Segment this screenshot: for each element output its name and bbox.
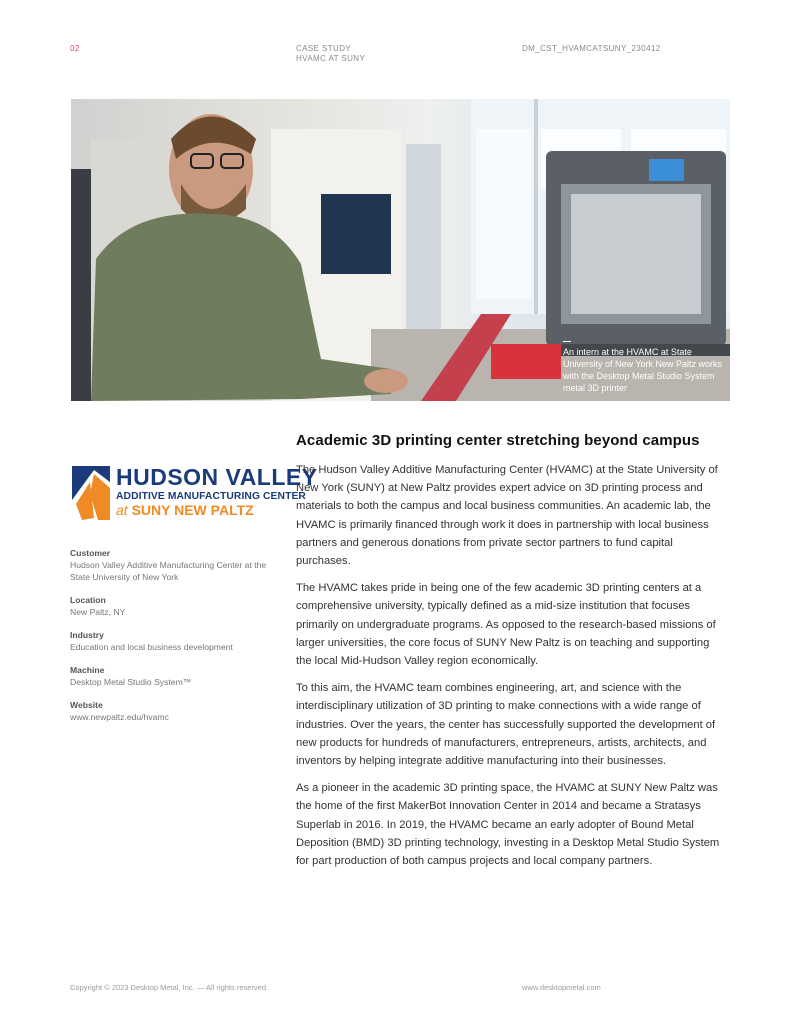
detail-label: Customer — [70, 548, 111, 558]
detail-customer — [70, 547, 280, 583]
logo-line-3-prefix: at — [116, 502, 128, 518]
caption-divider — [563, 341, 571, 342]
logo-mountain-icon — [72, 464, 112, 522]
detail-label: Industry — [70, 630, 104, 640]
detail-label: Machine — [70, 665, 105, 675]
article-body — [296, 461, 726, 879]
footer-website-link[interactable]: www.desktopmetal.com — [522, 983, 601, 992]
hvamc-logo — [72, 462, 318, 524]
logo-line-3 — [116, 502, 254, 518]
logo-line-2: ADDITIVE MANUFACTURING CENTER — [116, 491, 306, 502]
article-paragraph: To this aim, the HVAMC team combines engineering, art, and science with the interdisciplinary utilization of 3D printing to make connections with a wide range of industries. Over the years, the center has successfully supported the development of new products for hundreds of manufacturers, entrepreneurs, artists, architects, and inventors by helping integrate additive manufacturing into their businesses. — [296, 682, 716, 768]
article-paragraph: As a pioneer in the academic 3D printing space, the HVAMC at SUNY New Paltz was the home of the first MakerBot Innovation Center in 2014 and became a Stratasys Superlab in 2016. In 2019, the HVAMC became an early adopter of Bound Metal Deposition (BMD) 3D printing technology, investing in a Desktop Metal Studio System for part production of both campus projects and local company partners. — [296, 782, 720, 868]
document-code: DM_CST_HVAMCATSUNY_230412 — [522, 44, 661, 53]
hero-caption — [563, 341, 723, 394]
section-label — [296, 44, 365, 64]
detail-industry — [70, 629, 280, 653]
detail-value: Desktop Metal Studio System™ — [70, 677, 192, 687]
detail-label: Location — [70, 595, 106, 605]
logo-line-3-main: SUNY NEW PALTZ — [131, 502, 254, 518]
detail-label: Website — [70, 700, 103, 710]
project-details — [70, 547, 280, 734]
caption-text: An intern at the HVAMC at State University of New York New Paltz works with the Desktop Metal Studio System metal 3D printer — [563, 347, 723, 393]
detail-value: Hudson Valley Additive Manufacturing Center at the State University of New York — [70, 560, 267, 582]
article-title: Academic 3D printing center stretching beyond campus — [296, 432, 700, 449]
detail-value-link[interactable]: www.newpaltz.edu/hvamc — [70, 712, 169, 722]
detail-website — [70, 699, 280, 723]
section-line-2: HVAMC AT SUNY — [296, 54, 366, 63]
footer-copyright: Copyright © 2023 Desktop Metal, Inc. — All rights reserved. — [70, 983, 269, 992]
article-paragraph: The HVAMC takes pride in being one of the few academic 3D printing centers at a comprehensive university, typically defined as a mid-size institution that focuses primarily on undergraduate programs. As opposed to the research-based missions of larger universities, the core focus of SUNY New Paltz is on teaching and supporting the local Mid-Hudson Valley region economically. — [296, 582, 716, 668]
page-number: 02 — [70, 44, 80, 53]
logo-line-1: HUDSON VALLEY — [116, 464, 318, 490]
detail-value: New Paltz, NY — [70, 607, 126, 617]
detail-value: Education and local business development — [70, 642, 233, 652]
hero-photo — [71, 99, 730, 401]
detail-location — [70, 594, 280, 618]
detail-machine — [70, 664, 280, 688]
section-line-1: CASE STUDY — [296, 44, 352, 53]
article-paragraph: The Hudson Valley Additive Manufacturing Center (HVAMC) at the State University of New York (SUNY) at New Paltz provides expert advice on 3D printing process and materials to both the campus and local business communities. An academic lab, the HVAMC is primarily financed through work it does in partnership with local business partners and generous donations from private sector partners to fund capital purchases. — [296, 464, 718, 568]
